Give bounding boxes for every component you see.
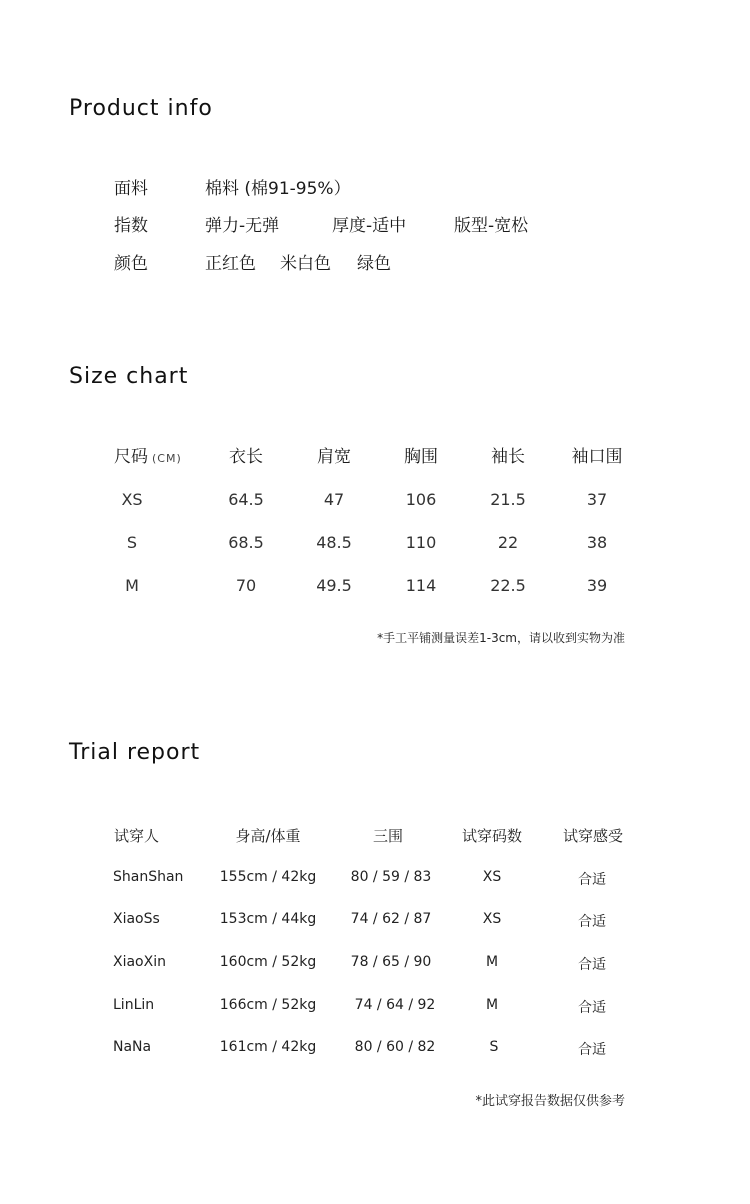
trial-height-weight: 166cm / 52kg: [219, 997, 317, 1013]
index-label: 指数: [114, 216, 148, 236]
size-header-unit: (CM): [152, 452, 182, 465]
size-cell: 106: [405, 490, 437, 509]
trial-person: NaNa: [113, 1039, 152, 1055]
trial-col-measurements: 三围: [372, 827, 404, 845]
trial-measurements: 80 / 60 / 82: [354, 1039, 436, 1055]
fabric-label: 面料: [114, 179, 148, 199]
trial-report-note: *此试穿报告数据仅供参考: [475, 1094, 625, 1109]
size-cell: 48.5: [316, 533, 352, 552]
trial-size: M: [485, 997, 499, 1013]
trial-size: XS: [482, 869, 502, 885]
size-cell: 22.5: [490, 576, 526, 595]
size-header: [114, 442, 182, 467]
trial-height-weight: 160cm / 52kg: [219, 954, 317, 970]
trial-height-weight: 155cm / 42kg: [219, 869, 317, 885]
size-col-length: 衣长: [229, 447, 263, 467]
trial-person: LinLin: [113, 997, 155, 1013]
trial-size: M: [485, 954, 499, 970]
elasticity-value: 弹力-无弹: [205, 216, 280, 236]
trial-col-height-weight: 身高/体重: [235, 827, 301, 845]
size-cell: 64.5: [228, 490, 264, 509]
trial-measurements: 80 / 59 / 83: [350, 869, 432, 885]
size-cell: 37: [586, 490, 608, 509]
size-cell: 21.5: [490, 490, 526, 509]
size-col-sleeve: 袖长: [491, 447, 525, 467]
trial-col-feeling: 试穿感受: [562, 827, 624, 845]
trial-report-title: Trial report: [69, 740, 201, 765]
trial-person: XiaoSs: [113, 911, 160, 927]
trial-feeling: 合适: [578, 872, 606, 888]
color-red: 正红色: [205, 254, 256, 274]
color-green: 绿色: [357, 254, 391, 274]
color-white: 米白色: [280, 254, 331, 274]
trial-feeling: 合适: [578, 914, 606, 930]
size-cell: 114: [405, 576, 437, 595]
size-cell: 39: [586, 576, 608, 595]
product-info-title: Product info: [69, 96, 213, 121]
size-cell: 110: [405, 533, 437, 552]
size-cell: 47: [323, 490, 345, 509]
trial-measurements: 74 / 62 / 87: [350, 911, 432, 927]
size-cell: 38: [586, 533, 608, 552]
fit-value: 版型-宽松: [454, 216, 529, 236]
trial-col-person: 试穿人: [114, 827, 160, 845]
size-cell: 22: [497, 533, 519, 552]
size-col-shoulder: 肩宽: [317, 447, 351, 467]
size-row-label: S: [126, 533, 138, 552]
trial-measurements: 78 / 65 / 90: [350, 954, 432, 970]
size-row-label: XS: [121, 490, 143, 509]
size-chart-note: *手工平铺测量误差1-3cm，请以收到实物为准: [377, 631, 625, 645]
thickness-value: 厚度-适中: [332, 216, 407, 236]
size-cell: 70: [235, 576, 257, 595]
trial-col-size: 试穿码数: [461, 827, 523, 845]
trial-height-weight: 153cm / 44kg: [219, 911, 317, 927]
size-col-chest: 胸围: [404, 447, 438, 467]
trial-height-weight: 161cm / 42kg: [219, 1039, 317, 1055]
trial-size: XS: [482, 911, 502, 927]
trial-feeling: 合适: [578, 1000, 606, 1016]
trial-feeling: 合适: [578, 1042, 606, 1058]
size-cell: 49.5: [316, 576, 352, 595]
trial-measurements: 74 / 64 / 92: [354, 997, 436, 1013]
trial-feeling: 合适: [578, 957, 606, 973]
size-header-label: 尺码: [114, 447, 148, 467]
size-row-label: M: [125, 576, 139, 595]
trial-size: S: [489, 1039, 499, 1055]
size-cell: 68.5: [228, 533, 264, 552]
size-chart-title: Size chart: [69, 364, 189, 389]
color-label: 颜色: [114, 254, 148, 274]
fabric-value: 棉料 (棉91-95%）: [205, 179, 351, 199]
trial-person: XiaoXin: [113, 954, 166, 970]
size-col-cuff: 袖口围: [571, 447, 623, 467]
trial-person: ShanShan: [113, 869, 184, 885]
